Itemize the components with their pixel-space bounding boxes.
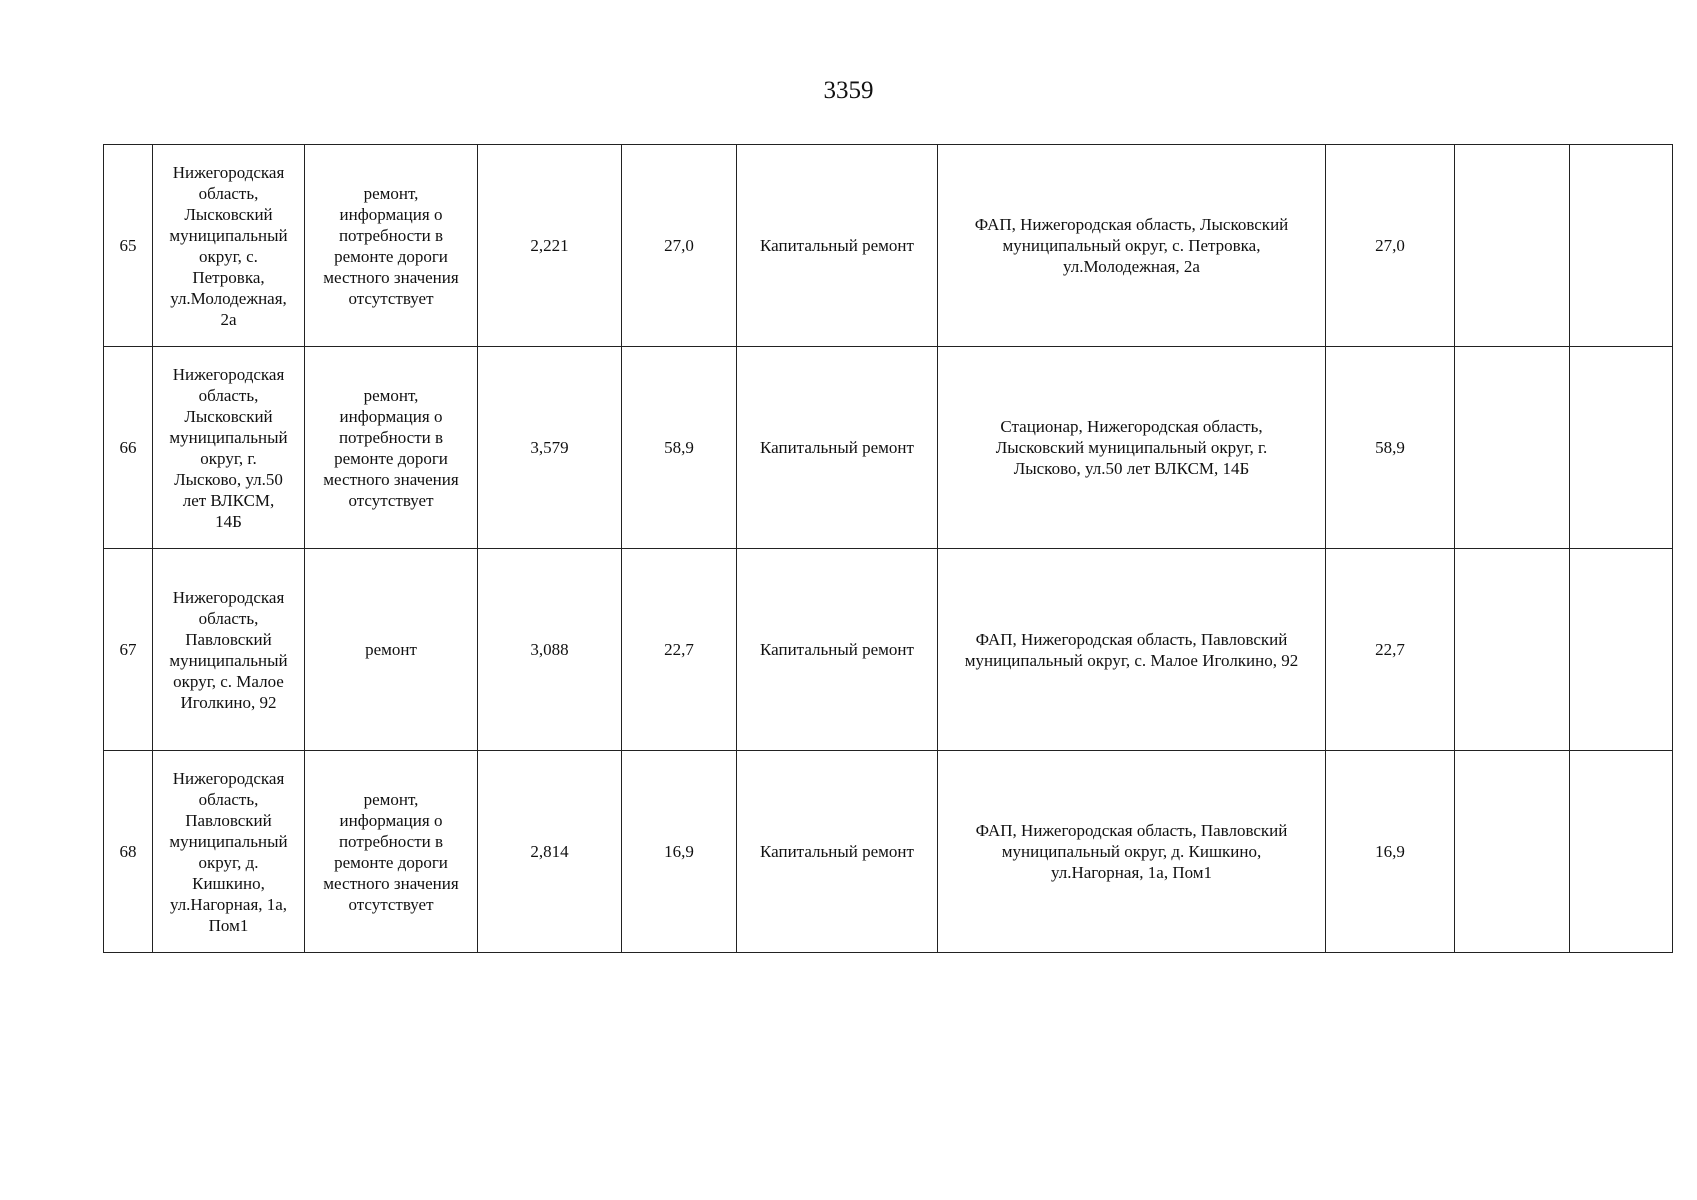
cell-line: область, bbox=[198, 183, 259, 203]
extra-cell-2 bbox=[1570, 347, 1673, 549]
cell-line: потребности в bbox=[338, 427, 444, 447]
cell-line: ремонт, bbox=[363, 183, 419, 203]
cell-line: Нижегородская bbox=[172, 364, 285, 384]
cell-line: ул.Нагорная, 1а, Пом1 bbox=[1050, 863, 1213, 882]
cell-line: муниципальный bbox=[169, 225, 288, 245]
table-row bbox=[104, 549, 1673, 751]
value-b-cell: 27,0 bbox=[622, 145, 737, 347]
work-type-cell bbox=[305, 751, 478, 953]
cell-line: отсутствует bbox=[348, 490, 434, 510]
area-cell: 58,9 bbox=[1326, 347, 1455, 549]
repair-type-cell: Капитальный ремонт bbox=[737, 549, 938, 751]
cell-line: информация о bbox=[339, 204, 443, 224]
cell-line: ФАП, Нижегородская область, Лысковский bbox=[974, 215, 1289, 234]
cell-line: ул.Молодежная, bbox=[170, 288, 287, 308]
repair-type-cell: Капитальный ремонт bbox=[737, 145, 938, 347]
cell-line: Кишкино, bbox=[192, 873, 265, 893]
cell-line: ФАП, Нижегородская область, Павловский bbox=[975, 629, 1288, 649]
area-cell: 27,0 bbox=[1326, 145, 1455, 347]
object-cell bbox=[938, 347, 1326, 549]
cell-line: местного значения bbox=[323, 873, 459, 893]
cell-line: Лысковский bbox=[184, 406, 273, 426]
work-type-cell bbox=[305, 549, 478, 751]
cell-line: лет ВЛКСМ, bbox=[182, 490, 275, 510]
value-b-cell: 16,9 bbox=[622, 751, 737, 953]
cell-line: отсутствует bbox=[348, 288, 434, 308]
work-type-cell bbox=[305, 145, 478, 347]
cell-line: ремонт, bbox=[363, 385, 419, 405]
cell-line: муниципальный округ, с. Петровка, bbox=[1002, 236, 1261, 255]
cell-line: область, bbox=[198, 385, 259, 405]
table-row bbox=[104, 145, 1673, 347]
cell-line: информация о bbox=[339, 406, 443, 426]
cell-line: Павловский bbox=[185, 629, 272, 649]
repair-type-cell: Капитальный ремонт bbox=[737, 347, 938, 549]
cell-line: отсутствует bbox=[348, 894, 434, 914]
cell-line: Лысково, ул.50 лет ВЛКСМ, 14Б bbox=[1013, 459, 1250, 478]
work-type-cell bbox=[305, 347, 478, 549]
cell-line: Лысковский муниципальный округ, г. bbox=[995, 438, 1268, 457]
cell-line: округ, г. bbox=[200, 448, 257, 468]
address-cell bbox=[153, 145, 305, 347]
value-a-cell: 3,088 bbox=[478, 549, 622, 751]
row-number-cell: 66 bbox=[104, 347, 153, 549]
cell-line: ремонт bbox=[365, 640, 417, 659]
table-body bbox=[104, 145, 1673, 953]
cell-line: округ, с. Малое bbox=[173, 671, 284, 691]
cell-line: Петровка, bbox=[192, 267, 265, 287]
page-number: 3359 bbox=[823, 77, 874, 104]
extra-cell-2 bbox=[1570, 145, 1673, 347]
value-a-cell: 2,221 bbox=[478, 145, 622, 347]
cell-line: ремонте дороги bbox=[334, 246, 448, 266]
cell-line: округ, д. bbox=[198, 852, 259, 872]
cell-line: Иголкино, 92 bbox=[180, 692, 277, 712]
cell-line: округ, с. bbox=[199, 246, 258, 266]
cell-line: местного значения bbox=[323, 469, 459, 489]
row-number-cell: 67 bbox=[104, 549, 153, 751]
cell-line: область, bbox=[198, 608, 259, 628]
cell-line: ФАП, Нижегородская область, Павловский bbox=[975, 821, 1288, 840]
cell-line: потребности в bbox=[338, 225, 444, 245]
extra-cell-1 bbox=[1455, 145, 1570, 347]
cell-line: ул.Молодежная, 2а bbox=[1063, 257, 1200, 276]
cell-line: местного значения bbox=[323, 267, 459, 287]
cell-line: потребности в bbox=[338, 831, 444, 851]
cell-line: Нижегородская bbox=[172, 162, 285, 182]
value-a-cell: 2,814 bbox=[478, 751, 622, 953]
value-a-cell: 3,579 bbox=[478, 347, 622, 549]
cell-line: Павловский bbox=[185, 810, 272, 830]
extra-cell-1 bbox=[1455, 751, 1570, 953]
cell-line: область, bbox=[198, 789, 259, 809]
cell-line: муниципальный округ, д. Кишкино, bbox=[1001, 842, 1262, 861]
cell-line: Нижегородская bbox=[172, 587, 285, 607]
address-cell bbox=[153, 751, 305, 953]
table-row bbox=[104, 347, 1673, 549]
cell-line: муниципальный округ, с. Малое Иголкино, 92 bbox=[964, 650, 1299, 670]
cell-line: муниципальный bbox=[169, 831, 288, 851]
cell-line: ремонт, bbox=[363, 789, 419, 809]
area-cell: 16,9 bbox=[1326, 751, 1455, 953]
cell-line: Пом1 bbox=[208, 915, 249, 935]
cell-line: муниципальный bbox=[169, 650, 288, 670]
cell-line: Лысково, ул.50 bbox=[174, 469, 283, 489]
table-row bbox=[104, 751, 1673, 953]
value-b-cell: 22,7 bbox=[622, 549, 737, 751]
data-table bbox=[103, 144, 1673, 953]
cell-line: 2а bbox=[220, 309, 237, 329]
cell-line: муниципальный bbox=[169, 427, 288, 447]
cell-line: ул.Нагорная, 1а, bbox=[169, 894, 288, 914]
address-cell bbox=[153, 549, 305, 751]
object-cell bbox=[938, 751, 1326, 953]
cell-line: информация о bbox=[339, 810, 443, 830]
area-cell: 22,7 bbox=[1326, 549, 1455, 751]
value-b-cell: 58,9 bbox=[622, 347, 737, 549]
object-cell bbox=[938, 549, 1326, 751]
object-cell bbox=[938, 145, 1326, 347]
cell-line: 14Б bbox=[215, 511, 242, 531]
row-number-cell: 68 bbox=[104, 751, 153, 953]
cell-line: Нижегородская bbox=[172, 768, 285, 788]
extra-cell-1 bbox=[1455, 549, 1570, 751]
extra-cell-2 bbox=[1570, 549, 1673, 751]
address-cell bbox=[153, 347, 305, 549]
cell-line: Стационар, Нижегородская область, bbox=[1000, 417, 1263, 436]
cell-line: ремонте дороги bbox=[334, 852, 448, 872]
repair-type-cell: Капитальный ремонт bbox=[737, 751, 938, 953]
cell-line: Лысковский bbox=[184, 204, 273, 224]
row-number-cell: 65 bbox=[104, 145, 153, 347]
extra-cell-2 bbox=[1570, 751, 1673, 953]
cell-line: ремонте дороги bbox=[334, 448, 448, 468]
extra-cell-1 bbox=[1455, 347, 1570, 549]
